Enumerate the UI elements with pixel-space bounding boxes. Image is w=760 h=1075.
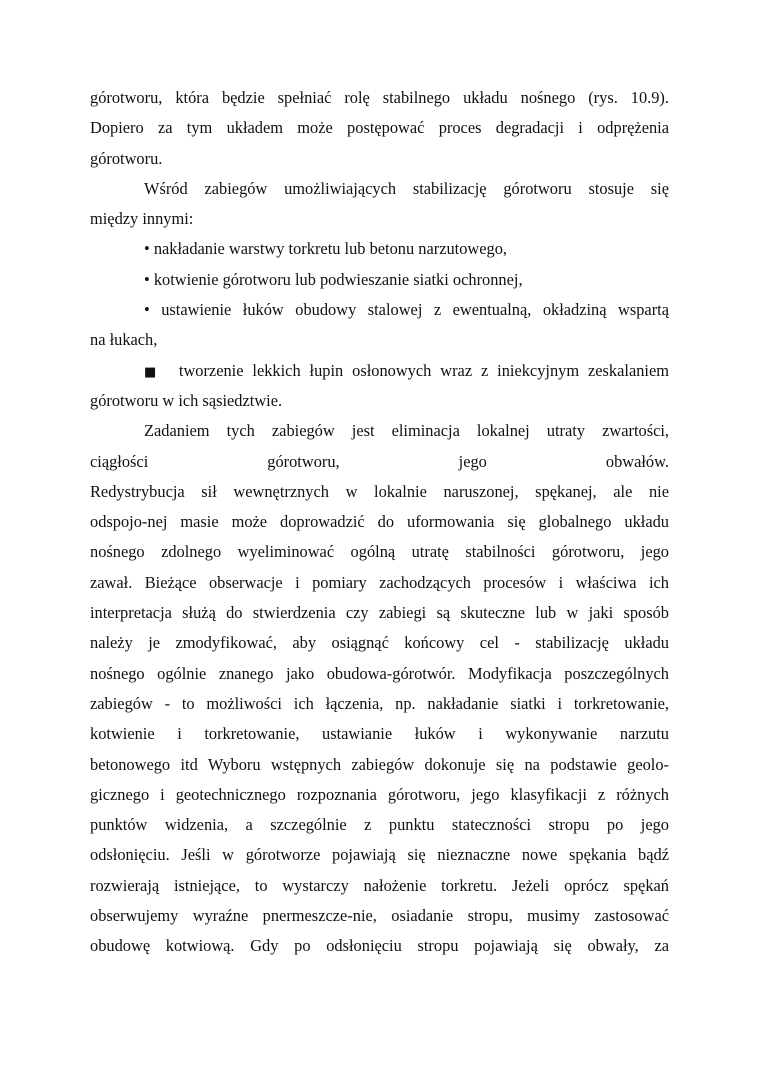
text-line-15: odspojo-nej masie może doprowadzić do uformowania się globalnego układu [90, 512, 669, 532]
text-line-17: zawał. Bieżące obserwacje i pomiary zachodzących procesów i właściwa ich [90, 572, 669, 592]
text-line-5: między innymi: [90, 209, 194, 229]
text-line-13: ciągłości górotworu, jego obwałów. [90, 451, 669, 471]
bullet-item-3: • ustawienie łuków obudowy stalowej z ewentualną, okładziną wspartą [144, 300, 669, 320]
text-line-27: rozwierają istniejące, to wystarczy nałożenie torkretu. Jeżeli oprócz spękań [90, 875, 669, 895]
text-line-23: betonowego itd Wyboru wstępnych zabiegów dokonuje się na podstawie geolo- [90, 754, 669, 774]
square-bullet-icon: ■ [144, 364, 162, 380]
text-line-24: gicznego i geotechnicznego rozpoznania górotworu, jego klasyfikacji z różnych [90, 784, 669, 804]
text-line-19: należy je zmodyfikować, aby osiągnąć końcowy cel - stabilizację układu [90, 633, 669, 653]
bullet-item-4-text: tworzenie lekkich łupin osłonowych wraz z iniekcyjnym zeskalaniem [178, 360, 669, 380]
text-line-1: górotworu, która będzie spełniać rolę stabilnego układu nośnego (rys. 10.9). [90, 88, 669, 107]
text-line-21: zabiegów - to możliwości ich łączenia, np. nakładanie siatki i torkretowanie, [90, 693, 669, 713]
text-line-3: górotworu. [90, 148, 163, 168]
text-line-28: obserwujemy wyraźne pnermeszcze-nie, osiadanie stropu, musimy zastosować [90, 906, 669, 926]
text-line-29: obudowę kotwiową. Gdy po odsłonięciu stropu pojawiają się obwały, za [90, 936, 669, 956]
text-line-14: Redystrybucja sił wewnętrznych w lokalnie naruszonej, spękanej, ale nie [90, 481, 669, 501]
text-line-20: nośnego ogólnie znanego jako obudowa-górotwór. Modyfikacja poszczególnych [90, 663, 669, 683]
text-line-26: odsłonięciu. Jeśli w górotworze pojawiają się nieznaczne nowe spękania bądź [90, 845, 669, 865]
bullet-item-1: • nakładanie warstwy torkretu lub betonu narzutowego, [144, 239, 508, 259]
bullet-item-2: • kotwienie górotworu lub podwieszanie siatki ochronnej, [144, 269, 523, 289]
text-line-18: interpretacja służą do stwierdzenia czy zabiegi są skuteczne lub w jaki sposób [90, 603, 669, 623]
text-line-12: Zadaniem tych zabiegów jest eliminacja lokalnej utraty zwartości, [144, 421, 669, 441]
text-line-4: Wśród zabiegów umożliwiających stabilizację górotworu stosuje się [144, 178, 669, 198]
bullet-item-3-cont: na łukach, [90, 330, 158, 350]
bullet-item-4 [90, 356, 669, 386]
text-line-25: punktów widzenia, a szczególnie z punktu stateczności stropu po jego [90, 815, 669, 835]
text-line-2: Dopiero za tym układem może postępować proces degradacji i odprężenia [90, 118, 669, 138]
bullet-item-4-cont: górotworu w ich sąsiedztwie. [90, 390, 283, 410]
text-line-16: nośnego zdolnego wyeliminować ogólną utratę stabilności górotworu, jego [90, 542, 669, 562]
text-line-22: kotwienie i torkretowanie, ustawianie łuków i wykonywanie narzutu [90, 724, 669, 744]
document-page [90, 83, 669, 962]
